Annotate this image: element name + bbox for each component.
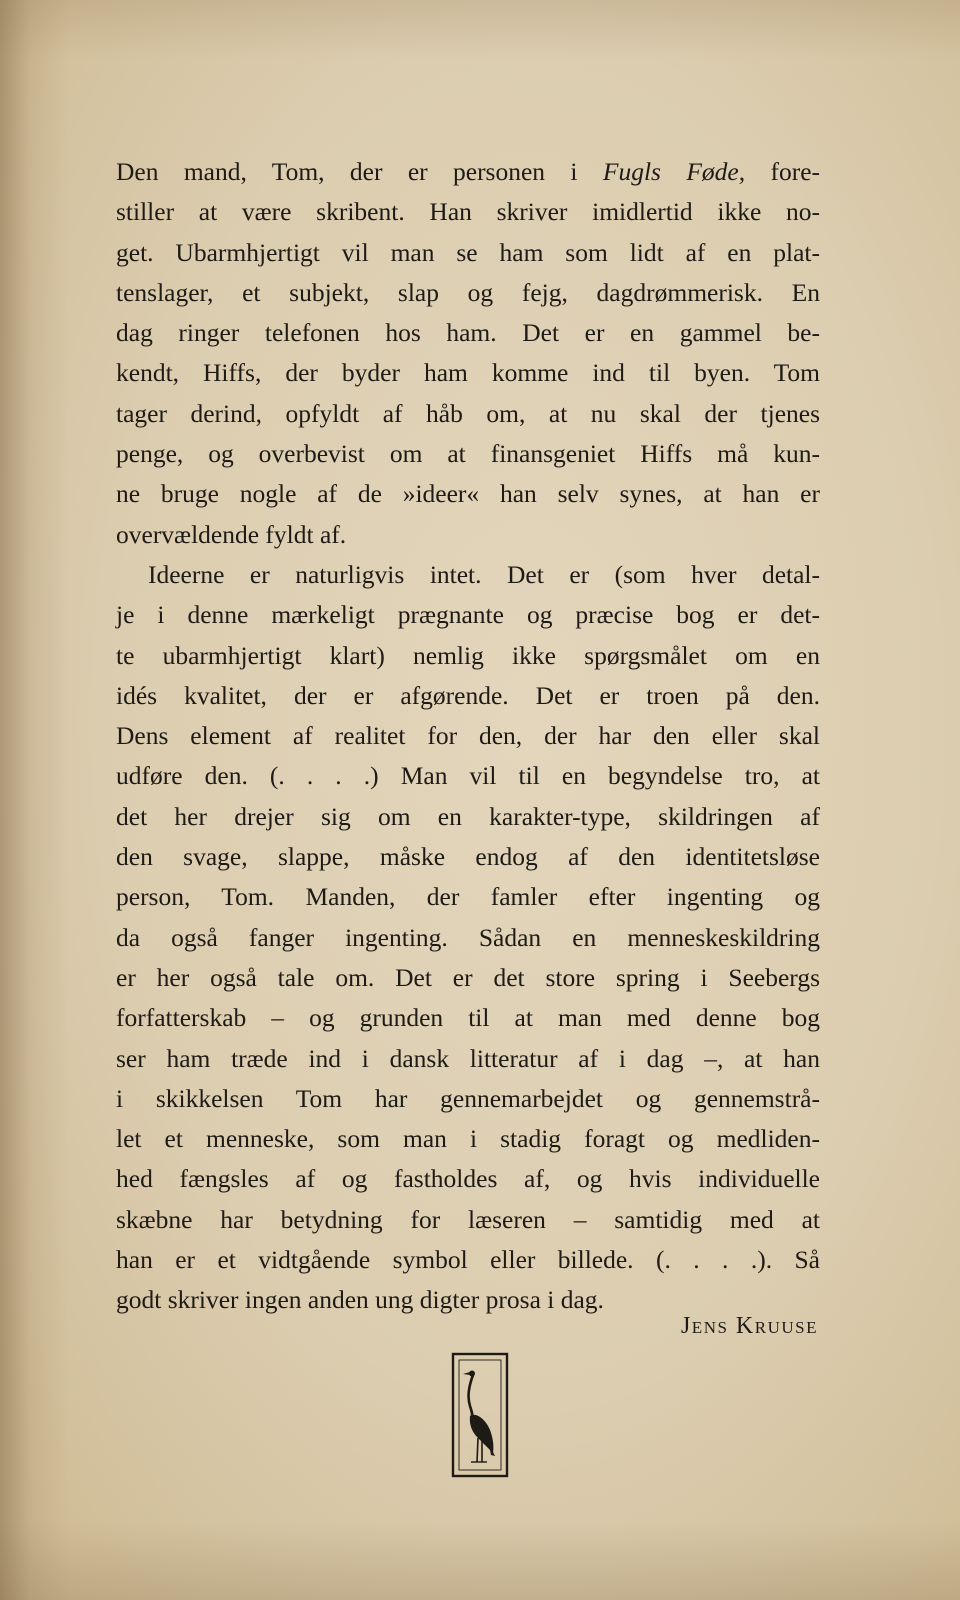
author-signature: Jens Kruuse bbox=[680, 1313, 818, 1339]
text-line: Ideerne er naturligvis intet. Det er (som hver detal- bbox=[148, 559, 820, 589]
text-line bbox=[116, 152, 820, 192]
text-line: forfatterskab – og grunden til at man med denne bog bbox=[116, 1003, 820, 1033]
text-line: godt skriver ingen anden ung digter prosa i dag. bbox=[116, 1285, 604, 1315]
text-segment: Den mand, Tom, der er personen i bbox=[116, 157, 603, 186]
heron-icon bbox=[451, 1352, 509, 1478]
text-segment: fore- bbox=[745, 157, 821, 186]
text-line: Dens element af realitet for den, der har den eller skal bbox=[116, 721, 820, 751]
text-line: den svage, slappe, måske endog af den identitetsløse bbox=[116, 842, 820, 872]
text-line: tager derind, opfyldt af håb om, at nu skal der tjenes bbox=[116, 398, 820, 428]
publisher-logo bbox=[451, 1352, 509, 1478]
text-line: ne bruge nogle af de »ideer« han selv synes, at han er bbox=[116, 479, 820, 509]
text-line: te ubarmhjertigt klart) nemlig ikke spørgsmålet om en bbox=[116, 640, 820, 670]
text-line: det her drejer sig om en karakter-type, skildringen af bbox=[116, 801, 820, 831]
text-line: dag ringer telefonen hos ham. Det er en gammel be- bbox=[116, 318, 820, 348]
text-line: idés kvalitet, der er afgørende. Det er troen på den. bbox=[116, 680, 820, 710]
text-line: han er et vidtgående symbol eller billede. (. . . .). Så bbox=[116, 1245, 820, 1275]
text-line: stiller at være skribent. Han skriver imidlertid ikke no- bbox=[116, 197, 820, 227]
text-line: get. Ubarmhjertigt vil man se ham som lidt af en plat- bbox=[116, 237, 820, 267]
text-line: da også fanger ingenting. Sådan en menneskeskildring bbox=[116, 922, 820, 952]
text-line: je i denne mærkeligt prægnante og præcise bog er det- bbox=[116, 600, 820, 630]
book-title: Fugls Føde, bbox=[602, 157, 746, 186]
text-line: overvældende fyldt af. bbox=[116, 519, 347, 549]
text-line: er her også tale om. Det er det store spring i Seebergs bbox=[116, 962, 820, 992]
text-line: penge, og overbevist om at finansgeniet Hiffs må kun- bbox=[116, 439, 820, 469]
text-line: udføre den. (. . . .) Man vil til en begyndelse tro, at bbox=[116, 761, 820, 791]
text-line: hed fængsles af og fastholdes af, og hvis individuelle bbox=[116, 1164, 820, 1194]
text-line: ser ham træde ind i dansk litteratur af i dag –, at han bbox=[116, 1043, 820, 1073]
text-line: i skikkelsen Tom har gennemarbejdet og gennemstrå- bbox=[116, 1083, 820, 1113]
text-line: let et menneske, som man i stadig foragt og medliden- bbox=[116, 1124, 820, 1154]
text-line: skæbne har betydning for læseren – samtidig med at bbox=[116, 1204, 820, 1234]
text-line: kendt, Hiffs, der byder ham komme ind til byen. Tom bbox=[116, 358, 820, 388]
text-line: tenslager, et subjekt, slap og fejg, dagdrømmerisk. En bbox=[116, 277, 820, 307]
text-line: person, Tom. Manden, der famler efter ingenting og bbox=[116, 882, 820, 912]
body-text bbox=[116, 152, 820, 1321]
